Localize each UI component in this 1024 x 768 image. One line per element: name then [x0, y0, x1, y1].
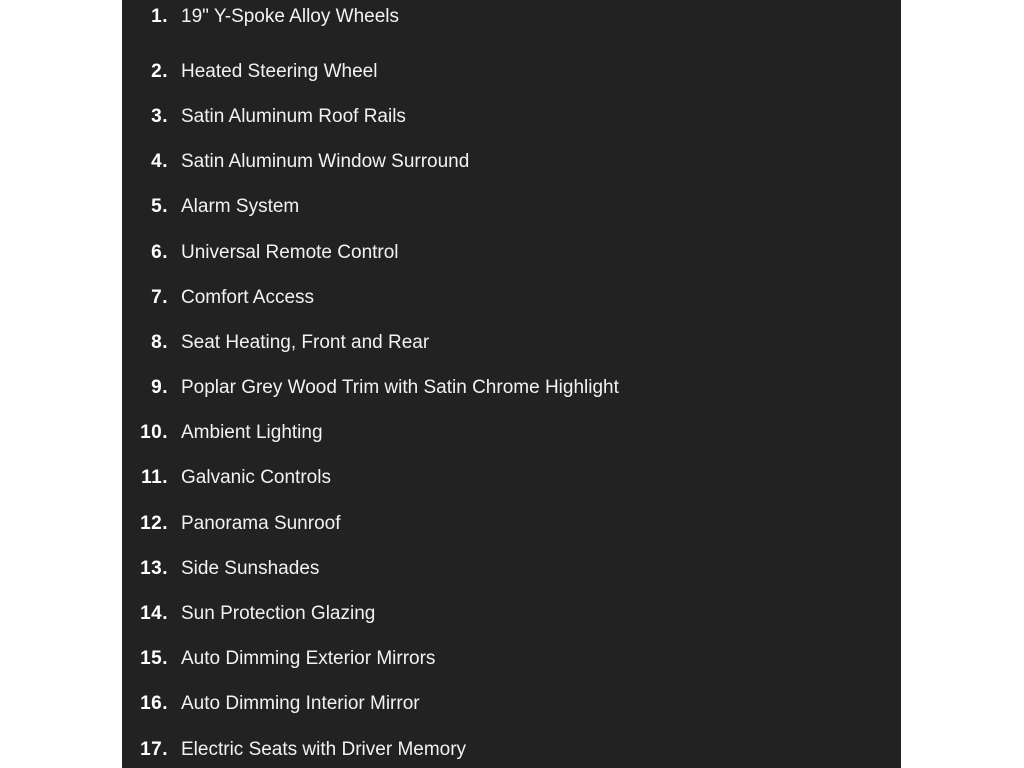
list-item: [122, 140, 901, 185]
list-item: [122, 49, 901, 94]
list-item: [122, 682, 901, 727]
list-item-label: Ambient Lighting: [181, 422, 323, 444]
list-item: [122, 591, 901, 636]
list-item-label: Galvanic Controls: [181, 467, 331, 489]
list-item-number: 1.: [151, 5, 168, 27]
list-item-label: Universal Remote Control: [181, 241, 399, 263]
list-item: [122, 501, 901, 546]
list-item-label: Panorama Sunroof: [181, 512, 341, 534]
list-item: [122, 320, 901, 365]
list-item-label: Auto Dimming Exterior Mirrors: [181, 648, 436, 670]
feature-list: [122, 4, 901, 768]
list-item: [122, 727, 901, 768]
list-item-label: Side Sunshades: [181, 557, 320, 579]
list-item-number: 12.: [140, 512, 168, 534]
list-item-label: Alarm System: [181, 196, 300, 218]
list-item: [122, 456, 901, 501]
list-item: [122, 185, 901, 230]
list-item: [122, 366, 901, 411]
list-item-number: 16.: [140, 693, 168, 715]
list-item: [122, 230, 901, 275]
list-item-number: 9.: [151, 377, 168, 399]
list-item-label: Heated Steering Wheel: [181, 60, 378, 82]
list-item: [122, 546, 901, 591]
list-item-label: Auto Dimming Interior Mirror: [181, 693, 420, 715]
list-item: [122, 275, 901, 320]
list-item-label: Sun Protection Glazing: [181, 603, 376, 625]
list-item-number: 15.: [140, 648, 168, 670]
list-item-number: 6.: [151, 241, 168, 263]
list-item: [122, 4, 901, 29]
list-item-label: 19" Y-Spoke Alloy Wheels: [181, 5, 399, 27]
list-item-number: 7.: [151, 286, 168, 308]
list-item-number: 13.: [140, 557, 168, 579]
list-item-number: 4.: [151, 151, 168, 173]
list-item-number: 11.: [141, 467, 168, 489]
list-item: [122, 637, 901, 682]
list-item: [122, 94, 901, 139]
list-item-number: 10.: [140, 422, 168, 444]
feature-list-panel: [122, 0, 901, 768]
list-item-label: Electric Seats with Driver Memory: [181, 738, 467, 760]
list-item-number: 8.: [151, 331, 168, 353]
list-item-label: Poplar Grey Wood Trim with Satin Chrome Highlight: [181, 377, 619, 399]
list-item-label: Satin Aluminum Roof Rails: [181, 105, 406, 127]
list-item-label: Seat Heating, Front and Rear: [181, 331, 430, 353]
list-item-number: 2.: [151, 60, 168, 82]
list-item-number: 14.: [140, 603, 168, 625]
list-item-number: 5.: [151, 196, 168, 218]
list-item-number: 3.: [151, 105, 168, 127]
list-item: [122, 411, 901, 456]
list-item-label: Comfort Access: [181, 286, 315, 308]
list-item-label: Satin Aluminum Window Surround: [181, 151, 470, 173]
list-item-number: 17.: [140, 738, 168, 760]
